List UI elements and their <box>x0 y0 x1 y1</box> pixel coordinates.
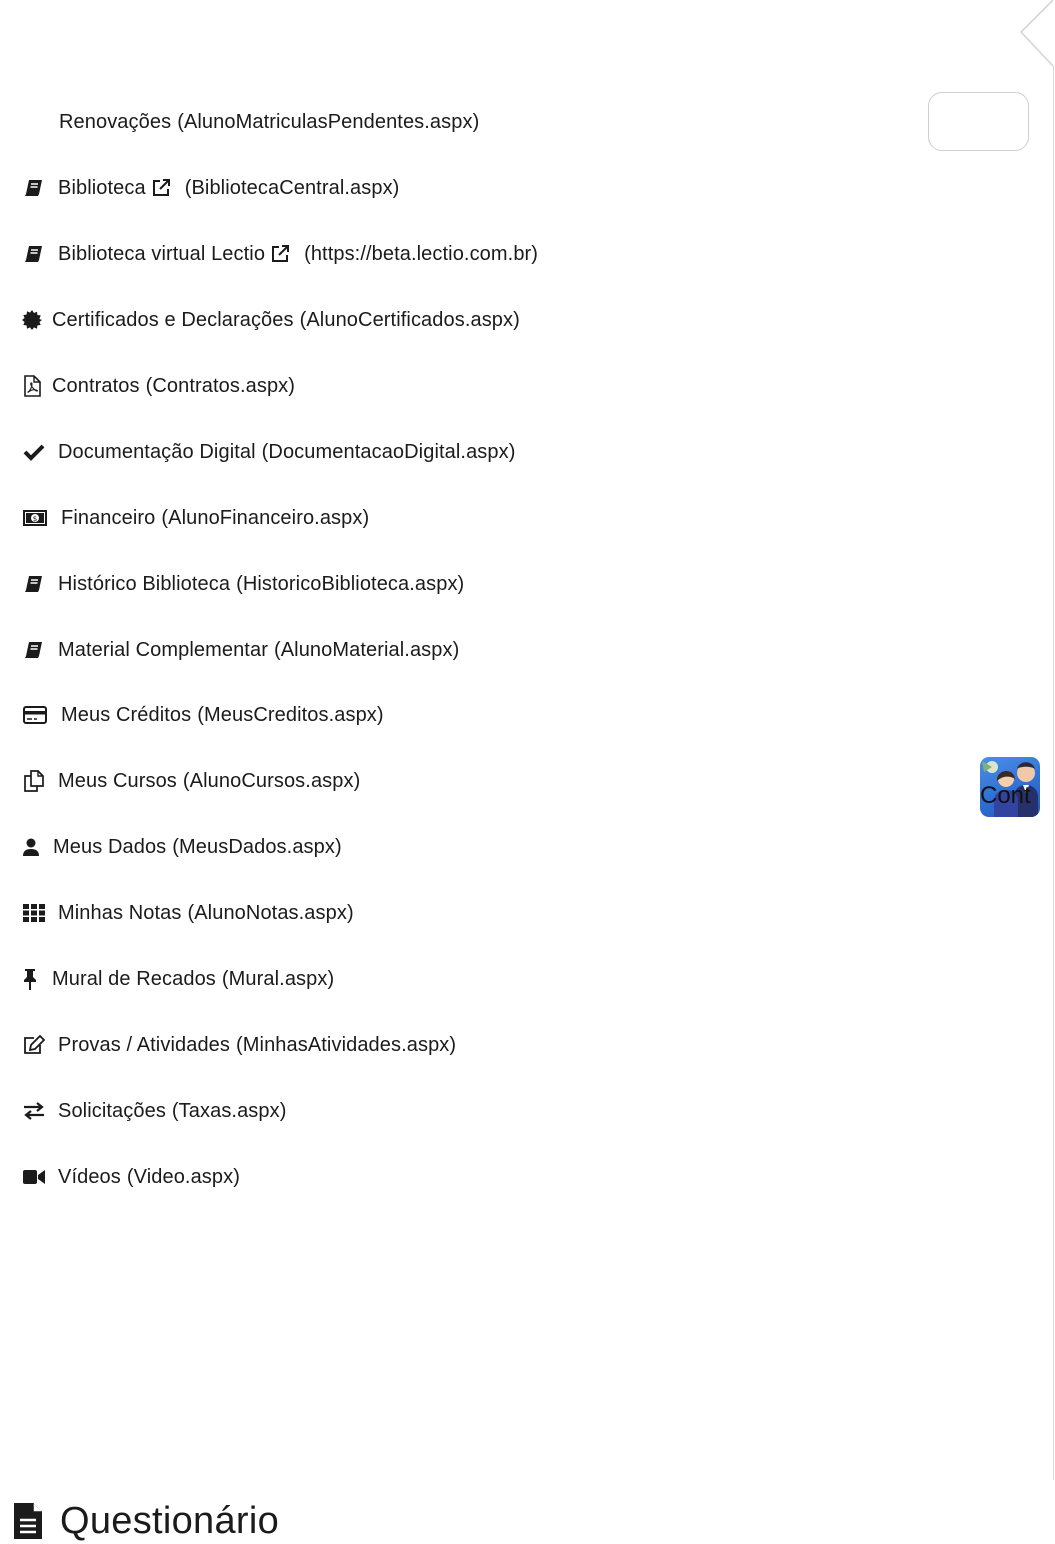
menu-item-videos[interactable] <box>22 1162 240 1192</box>
menu-item-target: (AlunoCertificados.aspx) <box>299 308 520 331</box>
menu-item-target: (DocumentacaoDigital.aspx) <box>261 440 516 463</box>
section-title: Questionário <box>60 1499 280 1542</box>
menu-item-label: Minhas Notas <box>58 901 182 924</box>
menu-item-meus-creditos[interactable] <box>22 700 384 730</box>
edit-icon <box>22 1034 46 1056</box>
menu-item-target: (AlunoCursos.aspx) <box>182 769 361 792</box>
menu-item-label: Renovações <box>59 110 172 133</box>
exchange-icon <box>22 1100 46 1122</box>
panel-right-border <box>1053 66 1054 1480</box>
menu-item-target: (AlunoNotas.aspx) <box>187 901 354 924</box>
menu-item-material-complementar[interactable] <box>22 635 459 665</box>
menu-item-label: Meus Dados <box>53 835 167 858</box>
svg-text:$: $ <box>32 515 38 523</box>
menu-item-label: Meus Créditos <box>61 703 192 726</box>
menu-item-target: (MinhasAtividades.aspx) <box>236 1033 457 1056</box>
menu-item-target: (Taxas.aspx) <box>171 1099 287 1122</box>
menu-item-financeiro[interactable] <box>22 503 369 533</box>
menu-item-label: Biblioteca <box>58 176 146 199</box>
external-link-icon <box>151 178 171 198</box>
menu-item-solicitacoes[interactable] <box>22 1096 287 1126</box>
menu-item-meus-cursos[interactable] <box>22 766 360 796</box>
collapse-chevron-icon[interactable] <box>1017 0 1055 68</box>
menu-item-target: (MeusDados.aspx) <box>172 835 342 858</box>
money-icon <box>22 507 48 529</box>
menu-item-label: Solicitações <box>58 1099 166 1122</box>
menu-item-biblioteca[interactable] <box>22 173 399 203</box>
menu-item-label: Contratos <box>52 374 140 397</box>
menu-item-provas-atividades[interactable] <box>22 1030 456 1060</box>
chat-avatar-widget[interactable] <box>980 757 1040 817</box>
menu-item-label: Mural de Recados <box>52 967 216 990</box>
certificate-icon <box>22 309 42 331</box>
menu-item-target: (AlunoFinanceiro.aspx) <box>161 506 370 529</box>
menu-item-label: Documentação Digital <box>58 440 256 463</box>
menu-item-minhas-notas[interactable] <box>22 898 354 928</box>
grid-icon <box>22 902 46 924</box>
menu-item-documentacao-digital[interactable] <box>22 437 515 467</box>
menu-item-target: (Mural.aspx) <box>221 967 335 990</box>
menu-item-label: Histórico Biblioteca <box>58 572 231 595</box>
book-icon <box>22 573 46 595</box>
menu-item-target: (AlunoMatriculasPendentes.aspx) <box>177 110 480 133</box>
menu-item-historico-biblioteca[interactable] <box>22 569 464 599</box>
copy-icon <box>22 770 46 792</box>
external-link-icon <box>270 244 290 264</box>
menu-item-meus-dados[interactable] <box>22 832 342 862</box>
book-icon <box>22 639 46 661</box>
menu-item-target: (AlunoMaterial.aspx) <box>273 638 460 661</box>
menu-item-label: Vídeos <box>58 1165 121 1188</box>
menu-item-certificados[interactable] <box>22 305 520 335</box>
blank-action-button[interactable] <box>928 92 1029 151</box>
menu-item-mural-de-recados[interactable] <box>22 964 334 994</box>
file-pdf-icon <box>22 375 42 397</box>
menu-item-label: Financeiro <box>61 506 156 529</box>
credit-card-icon <box>22 704 48 726</box>
menu-item-biblioteca-virtual-lectio[interactable] <box>22 239 538 269</box>
menu-item-label: Meus Cursos <box>58 769 177 792</box>
questionario-section-header <box>12 1498 279 1544</box>
menu-item-label: Biblioteca virtual Lectio <box>58 242 266 265</box>
check-icon <box>22 441 46 463</box>
book-icon <box>22 243 46 265</box>
pin-icon <box>22 968 38 990</box>
menu-item-contratos[interactable] <box>22 371 295 401</box>
chat-widget-label: Cont <box>980 782 1031 809</box>
video-camera-icon <box>22 1166 46 1188</box>
user-icon <box>22 836 40 858</box>
menu-item-label: Certificados e Declarações <box>52 308 294 331</box>
menu-item-target: (Video.aspx) <box>126 1165 240 1188</box>
menu-item-target: (Contratos.aspx) <box>145 374 296 397</box>
menu-item-renovacoes[interactable] <box>59 107 479 137</box>
menu-item-target: (https://beta.lectio.com.br) <box>304 242 539 265</box>
menu-item-target: (BibliotecaCentral.aspx) <box>184 176 400 199</box>
menu-item-label: Material Complementar <box>58 638 268 661</box>
menu-item-target: (MeusCreditos.aspx) <box>197 703 384 726</box>
file-text-icon <box>12 1502 44 1540</box>
book-icon <box>22 177 46 199</box>
menu-item-label: Provas / Atividades <box>58 1033 230 1056</box>
menu-item-target: (HistoricoBiblioteca.aspx) <box>236 572 465 595</box>
